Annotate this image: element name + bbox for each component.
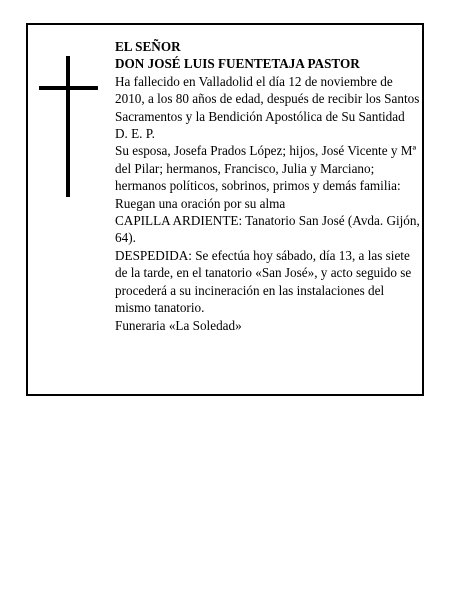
cross-horizontal-bar <box>39 86 98 90</box>
obituary-notice <box>26 23 424 396</box>
cross-vertical-bar <box>66 56 70 197</box>
farewell-info: DESPEDIDA: Se efectúa hoy sábado, día 13, a las siete de la tarde, en el tanatorio «San José», y acto seguido se procederá a su incineración en las instalaciones del mismo tanatorio. <box>115 247 412 316</box>
notice-text <box>115 38 421 334</box>
deceased-name: DON JOSÉ LUIS FUENTETAJA PASTOR <box>115 56 360 72</box>
funeral-home: Funeraria «La Soledad» <box>115 317 242 333</box>
death-announcement: Ha fallecido en Valladolid el día 12 de noviembre de 2010, a los 80 años de edad, después de recibir los Santos Sacramentos y la Bendición Apostólica de Su Santidad <box>115 73 420 124</box>
family-list: Su esposa, Josefa Prados López; hijos, José Vicente y Mª del Pilar; hermanos, Francisco, Julia y Marciano; hermanos políticos, sobrinos, primos y demás familia: <box>115 143 417 194</box>
title-line-1: EL SEÑOR <box>115 39 181 54</box>
dep-line: D. E. P. <box>115 126 155 142</box>
chapel-info: CAPILLA ARDIENTE: Tanatorio San José (Avda. Gijón, 64). <box>115 213 420 246</box>
prayer-request: Ruegan una oración por su alma <box>115 195 286 211</box>
